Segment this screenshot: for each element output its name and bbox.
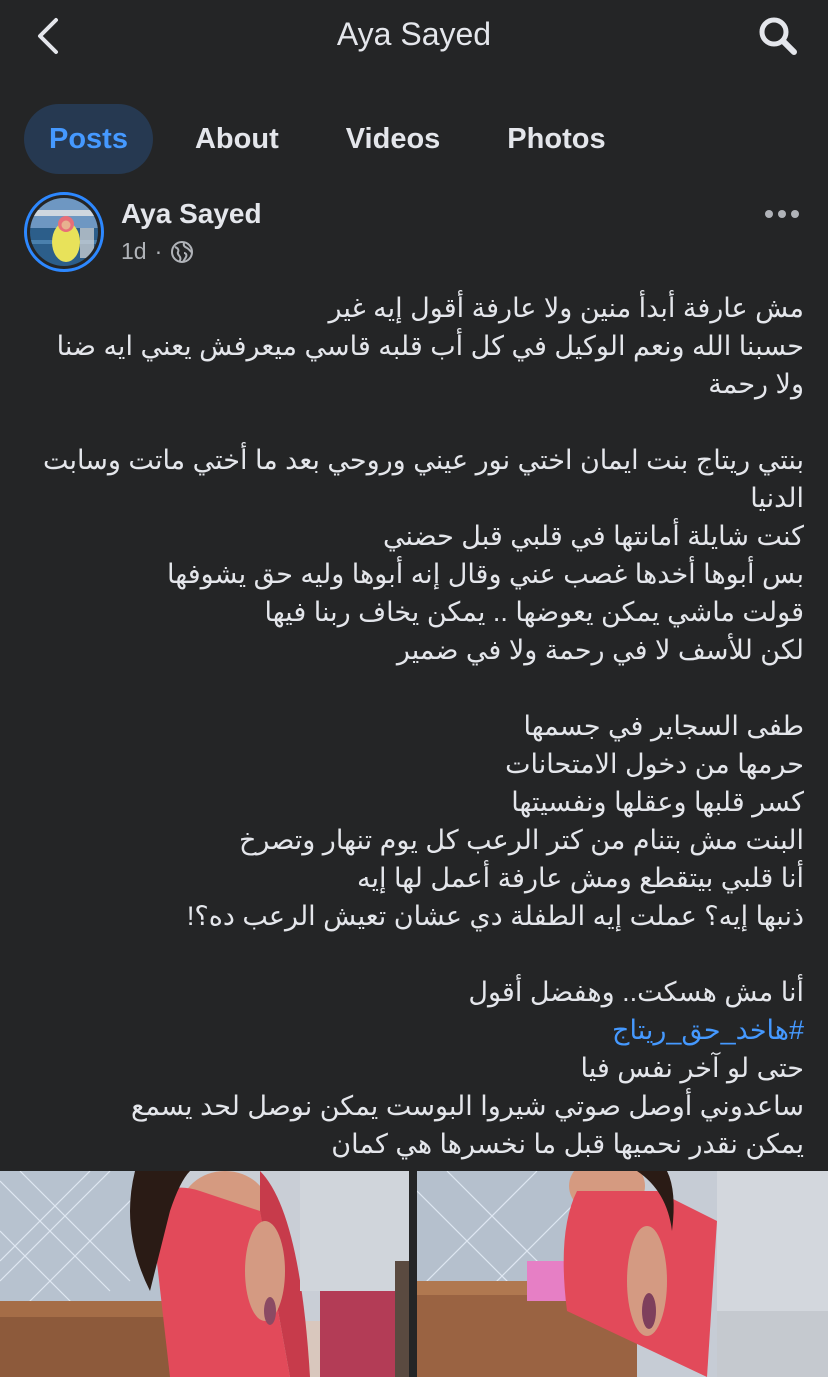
profile-tabs <box>24 104 648 174</box>
post-line: ساعدوني أوصل صوتي شيروا البوست يمكن نوصل لحد يسمع <box>130 1091 804 1121</box>
post-line: مش عارفة أبدأ منين ولا عارفة أقول إيه غير <box>328 293 804 323</box>
post-line: حسبنا الله ونعم الوكيل في كل أب قلبه قاسي ميعرفش يعني ايه ضنا ولا رحمة <box>56 331 804 399</box>
post-line: أنا مش هسكت.. وهفضل أقول <box>468 977 804 1007</box>
post-line: قولت ماشي يمكن يعوضها .. يمكن يخاف ربنا فيها <box>264 597 804 627</box>
post-line: ذنبها إيه؟ عملت إيه الطفلة دي عشان تعيش الرعب ده؟! <box>186 901 804 931</box>
post-line: كنت شايلة أمانتها في قلبي قبل حضني <box>383 521 804 551</box>
post-line: حتى لو آخر نفس فيا <box>580 1053 804 1083</box>
tab-posts[interactable]: Posts <box>24 104 153 174</box>
post-line: البنت مش بتنام من كتر الرعب كل يوم تنهار وتصرخ <box>239 825 804 855</box>
post-meta <box>121 238 194 265</box>
page-title: Aya Sayed <box>336 16 492 52</box>
tab-videos[interactable]: Videos <box>345 122 441 155</box>
back-button[interactable] <box>26 14 70 58</box>
more-horizontal-icon <box>764 209 800 219</box>
post-line: يمكن نقدر نحميها قبل ما نخسرها هي كمان <box>331 1129 804 1159</box>
post-line: بس أبوها أخدها غصب عني وقال إنه أبوها وليه حق يشوفها <box>167 559 804 589</box>
post-line: لكن للأسف لا في رحمة ولا في ضمير <box>396 635 804 665</box>
meta-separator: · <box>154 238 163 264</box>
post-line: أنا قلبي بيتقطع ومش عارفة أعمل لها إيه <box>357 863 804 893</box>
chevron-left-icon <box>34 16 62 56</box>
post-line-blank <box>24 669 804 707</box>
post-line: طفى السجاير في جسمها <box>523 711 804 741</box>
top-bar <box>0 0 828 80</box>
post-text <box>24 289 804 1163</box>
post-hashtag-line <box>24 1011 804 1049</box>
post-photo-2[interactable] <box>417 1171 828 1377</box>
post-line-blank <box>24 935 804 973</box>
post-photo-1[interactable] <box>0 1171 409 1377</box>
globe-icon <box>170 240 194 264</box>
post-photos <box>0 1171 828 1377</box>
post-line: كسر قلبها وعقلها ونفسيتها <box>511 787 804 817</box>
avatar[interactable] <box>24 192 104 272</box>
post-line: بنتي ريتاج بنت ايمان اختي نور عيني وروحي بعد ما أختي ماتت وسابت الدنيا <box>43 445 804 513</box>
search-button[interactable] <box>754 12 802 60</box>
post-more-button[interactable] <box>760 194 804 234</box>
tab-photos[interactable]: Photos <box>507 122 606 155</box>
post-line-blank <box>24 403 804 441</box>
hashtag-link[interactable]: #هاخد_حق_ريتاج <box>612 1015 804 1045</box>
post-header <box>24 192 804 272</box>
avatar-image <box>30 198 98 266</box>
tab-about[interactable]: About <box>194 122 279 155</box>
post-author[interactable]: Aya Sayed <box>121 198 262 229</box>
post-time: 1d <box>121 238 147 264</box>
post-line: حرمها من دخول الامتحانات <box>505 749 804 779</box>
search-icon <box>757 15 799 57</box>
